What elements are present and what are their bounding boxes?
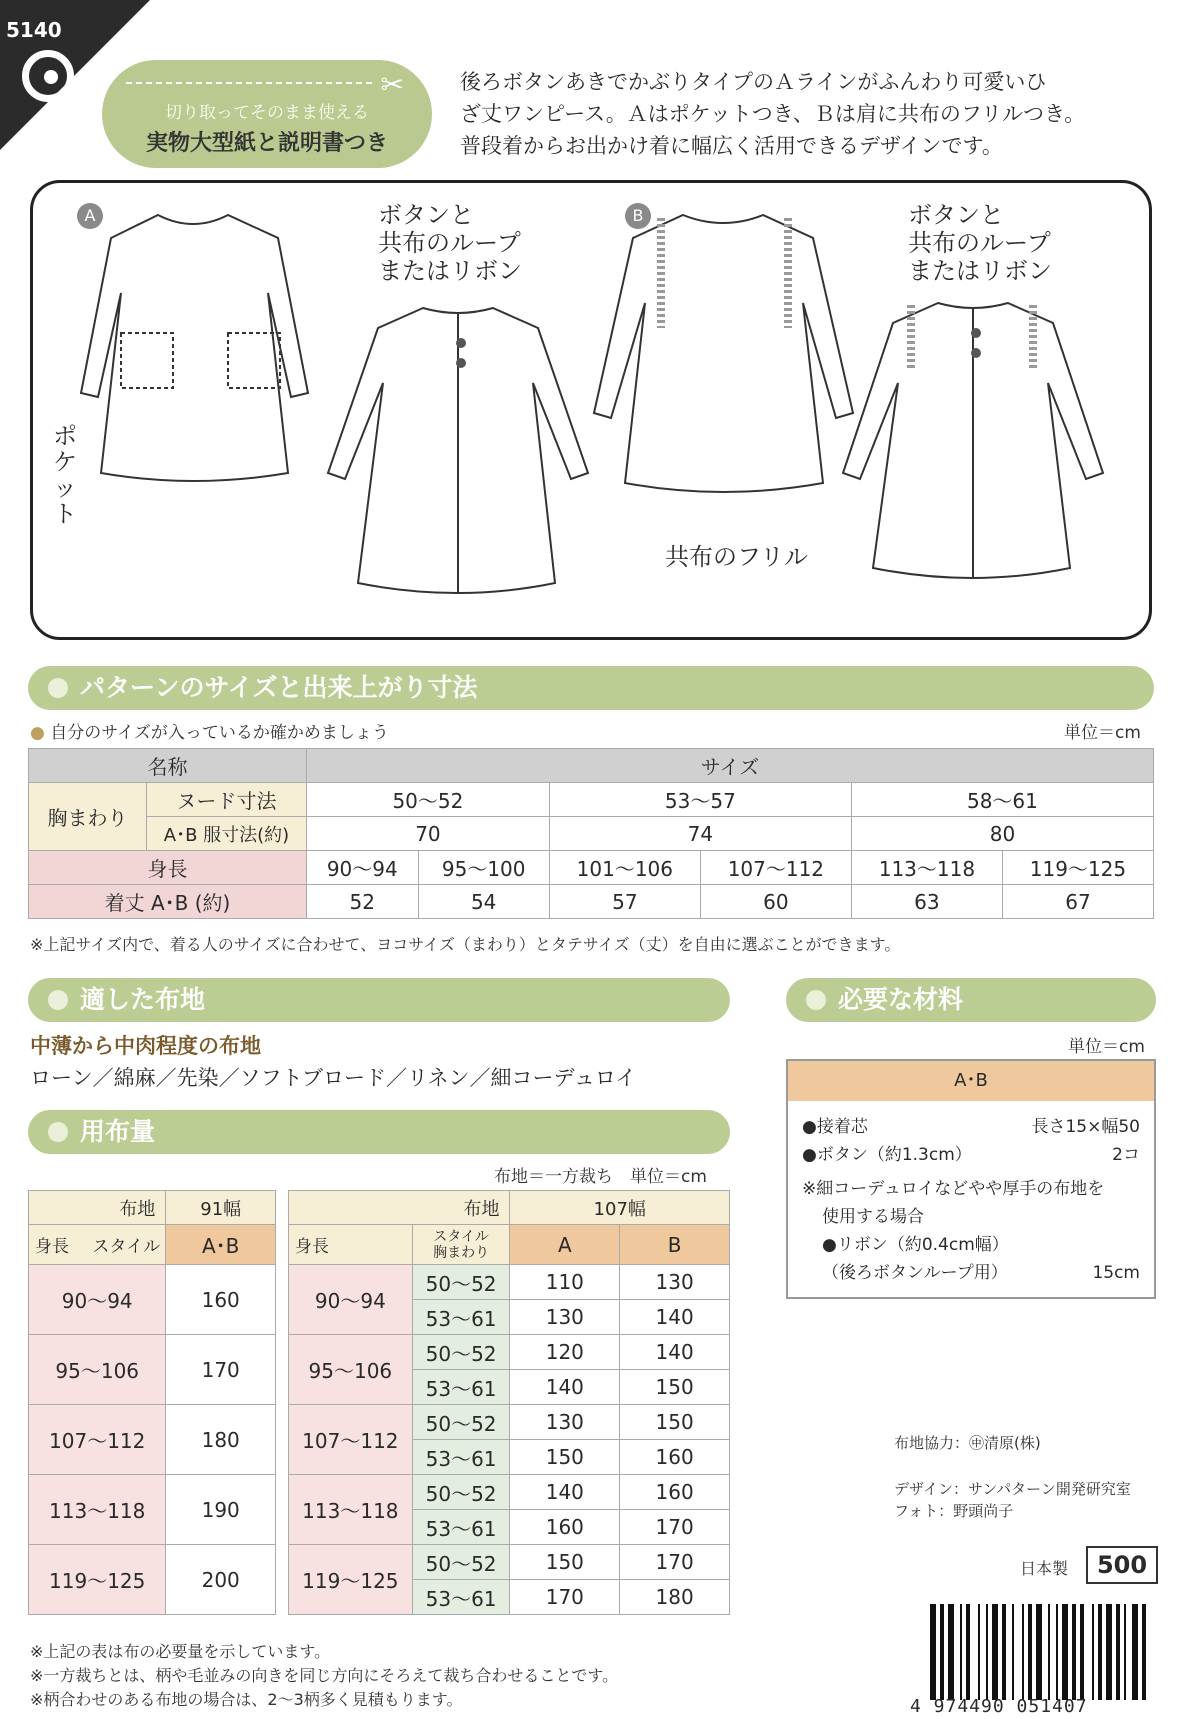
section-title: 必要な材料 xyxy=(838,985,964,1014)
size-unit: 単位＝cm xyxy=(1064,723,1141,743)
frill-label: 共布のフリル xyxy=(665,543,809,571)
t2-b-val: 140 xyxy=(620,1335,730,1370)
garment-val: 70 xyxy=(307,817,550,851)
note-line: ※上記の表は布の必要量を示しています。 xyxy=(30,1642,331,1661)
section-title: 用布量 xyxy=(80,1117,156,1146)
barcode-bar xyxy=(1072,1604,1076,1700)
t2-chest: 50～52 xyxy=(412,1335,510,1370)
barcode-bar xyxy=(960,1604,962,1700)
garment-val: 74 xyxy=(549,817,851,851)
garment-label: A･B 服寸法(約) xyxy=(147,817,307,851)
t1-height: 119～125 xyxy=(29,1545,166,1615)
barcode-bar xyxy=(1056,1604,1058,1700)
button-icon xyxy=(456,358,466,368)
t1-height: 107～112 xyxy=(29,1405,166,1475)
scissors-icon: ✂ xyxy=(380,68,404,101)
label-a: A xyxy=(77,203,103,229)
barcode-bar xyxy=(1080,1604,1084,1700)
barcode-bar xyxy=(1028,1604,1032,1700)
length-val: 52 xyxy=(307,885,419,919)
made-in: 日本製 xyxy=(1020,1559,1069,1578)
yardage-table-91 xyxy=(28,1190,276,1615)
dress-b-front xyxy=(594,215,853,492)
length-val: 54 xyxy=(418,885,549,919)
t2-chest: 53～61 xyxy=(412,1510,510,1545)
t2-height: 119～125 xyxy=(289,1545,413,1615)
barcode-bar xyxy=(1036,1604,1042,1700)
ribbon-label: ●リボン（約0.4cm幅） xyxy=(822,1235,1009,1255)
item-value: 15cm xyxy=(1092,1263,1140,1283)
barcode xyxy=(930,0,1160,1719)
t2-b-val: 160 xyxy=(620,1440,730,1475)
badge-line2: 実物大型紙と説明書つき xyxy=(145,131,388,156)
materials-note1: ※細コーデュロイなどやや厚手の布地を xyxy=(802,1179,1105,1199)
intro-line: 普段着からお出かけ着に幅広く活用できるデザインです。 xyxy=(460,134,1003,158)
item-value: 長さ15×幅50 xyxy=(1031,1117,1140,1137)
length-val: 63 xyxy=(851,885,1002,919)
t2-a-val: 140 xyxy=(510,1370,620,1405)
header-name: 名称 xyxy=(29,749,307,783)
t2-fabric: 布地 xyxy=(289,1191,510,1225)
style-label: スタイル xyxy=(433,1228,489,1245)
t2-chest: 53～61 xyxy=(412,1580,510,1615)
barcode-bar xyxy=(948,1604,954,1700)
t2-b-val: 170 xyxy=(620,1510,730,1545)
nude-val: 58～61 xyxy=(851,783,1153,817)
t1-val: 170 xyxy=(166,1335,276,1405)
item-label: ●ボタン（約1.3cm） xyxy=(802,1145,972,1165)
t2-height: 95～106 xyxy=(289,1335,413,1405)
brand-logo-dot xyxy=(44,70,58,84)
yardage-table-107 xyxy=(288,1190,730,1615)
barcode-bar xyxy=(1092,1604,1094,1700)
t2-b-val: 150 xyxy=(620,1405,730,1440)
label-line: ボタンと xyxy=(378,201,474,229)
bullet-icon xyxy=(48,990,68,1010)
size-footnote: ※上記サイズ内で、着る人のサイズに合わせて、ヨコサイズ（まわり）とタテサイズ（丈）を自由に選ぶことができます。 xyxy=(30,935,901,954)
t2-a-val: 120 xyxy=(510,1335,620,1370)
button-icon xyxy=(456,338,466,348)
height-label: 身長 xyxy=(35,1237,69,1257)
t1-height: 95～106 xyxy=(29,1335,166,1405)
yardage-notes xyxy=(30,1640,618,1712)
height-val: 107～112 xyxy=(700,851,851,885)
label-b: B xyxy=(625,203,651,229)
t1-width: 91幅 xyxy=(166,1191,276,1225)
note-line: ※柄合わせのある布地の場合は、2～3柄多く見積もります。 xyxy=(30,1690,463,1709)
item-value: 2コ xyxy=(1112,1145,1140,1165)
dress-a-front xyxy=(81,215,308,481)
length-val: 57 xyxy=(549,885,700,919)
nude-label: ヌード寸法 xyxy=(147,783,307,817)
chest-label: 胸まわり xyxy=(433,1244,490,1261)
t2-style-chest xyxy=(412,1225,510,1265)
t2-b: B xyxy=(620,1225,730,1265)
nude-val: 50～52 xyxy=(307,783,550,817)
credit-photo: フォト：野頭尚子 xyxy=(894,1502,1014,1520)
t1-height: 113～118 xyxy=(29,1475,166,1545)
section-title: パターンのサイズと出来上がり寸法 xyxy=(80,673,478,702)
t2-b-val: 130 xyxy=(620,1265,730,1300)
t2-chest: 53～61 xyxy=(412,1440,510,1475)
price-box: 500 xyxy=(1086,1546,1158,1584)
t2-b-val: 140 xyxy=(620,1300,730,1335)
t1-val: 190 xyxy=(166,1475,276,1545)
bullet-icon xyxy=(806,990,826,1010)
barcode-number: 4 974490 051407 xyxy=(910,1696,1088,1717)
t2-a-val: 150 xyxy=(510,1440,620,1475)
header-size: サイズ xyxy=(307,749,1154,783)
barcode-bar xyxy=(992,1604,998,1700)
materials-header: A･B xyxy=(788,1061,1154,1101)
t2-height: 90～94 xyxy=(289,1265,413,1335)
height-label: 身長 xyxy=(29,851,307,885)
t2-chest: 50～52 xyxy=(412,1475,510,1510)
label-line: 共布のループ xyxy=(378,229,521,257)
length-val: 60 xyxy=(700,885,851,919)
t2-chest: 50～52 xyxy=(412,1265,510,1300)
barcode-bar xyxy=(930,1604,936,1700)
barcode-bar xyxy=(1002,1604,1006,1700)
fabric-section-header xyxy=(28,978,730,1022)
barcode-bar xyxy=(1098,1604,1102,1700)
label-line: 共布のループ xyxy=(908,229,1051,257)
credit-design: デザイン：サンパターン開発研究室 xyxy=(894,1480,1131,1498)
nude-val: 53～57 xyxy=(549,783,851,817)
button-label-a xyxy=(378,201,522,285)
materials-note2: 使用する場合 xyxy=(822,1207,924,1227)
t2-a-val: 110 xyxy=(510,1265,620,1300)
barcode-bar xyxy=(966,1604,970,1700)
t2-b-val: 170 xyxy=(620,1545,730,1580)
barcode-bar xyxy=(1116,1604,1120,1700)
t1-fabric: 布地 xyxy=(29,1191,166,1225)
fabric-subtitle: 中薄から中肉程度の布地 xyxy=(30,1034,261,1058)
barcode-bar xyxy=(1062,1604,1068,1700)
length-val: 67 xyxy=(1002,885,1153,919)
t1-height: 90～94 xyxy=(29,1265,166,1335)
label-line: またはリボン xyxy=(378,257,522,285)
t2-height: 113～118 xyxy=(289,1475,413,1545)
cut-line xyxy=(126,82,372,84)
barcode-bar xyxy=(940,1604,944,1700)
yardage-section-header xyxy=(28,1110,730,1154)
bullet-icon xyxy=(48,678,68,698)
note-line: ※一方裁ちとは、柄や毛並みの向きを同じ方向にそろえて裁ち合わせることです。 xyxy=(30,1666,619,1685)
label-line: またはリボン xyxy=(908,257,1052,285)
t2-b-val: 180 xyxy=(620,1580,730,1615)
subnote-text: 自分のサイズが入っているか確かめましょう xyxy=(50,723,389,743)
t2-width: 107幅 xyxy=(510,1191,730,1225)
t2-a-val: 160 xyxy=(510,1510,620,1545)
t2-b-val: 150 xyxy=(620,1370,730,1405)
bullet-icon xyxy=(48,1122,68,1142)
bullet-icon: ● xyxy=(30,723,45,743)
t2-a-val: 150 xyxy=(510,1545,620,1580)
barcode-bar xyxy=(1012,1604,1014,1700)
materials-unit: 単位＝cm xyxy=(1068,1037,1145,1057)
length-label: 着丈 A･B (約) xyxy=(29,885,307,919)
barcode-bar xyxy=(1142,1604,1146,1700)
pattern-badge xyxy=(102,60,432,168)
t2-a: A xyxy=(510,1225,620,1265)
barcode-bar xyxy=(978,1604,980,1700)
t2-chest: 53～61 xyxy=(412,1370,510,1405)
pocket-left xyxy=(121,333,173,388)
t2-chest: 50～52 xyxy=(412,1545,510,1580)
barcode-bar xyxy=(1132,1604,1138,1700)
style-label: スタイル xyxy=(92,1237,161,1257)
t1-val: 160 xyxy=(166,1265,276,1335)
barcode-bar xyxy=(1022,1604,1024,1700)
t2-chest: 53～61 xyxy=(412,1300,510,1335)
item-label: ●接着芯 xyxy=(802,1117,868,1137)
height-val: 113～118 xyxy=(851,851,1002,885)
label-line: ボタンと xyxy=(908,201,1004,229)
product-code: 5140 xyxy=(6,18,62,42)
t1-val: 180 xyxy=(166,1405,276,1475)
intro-line: ざ丈ワンピース。Ａはポケットつき、Ｂは肩に共布のフリルつき。 xyxy=(460,102,1086,126)
pocket-label: ポケット xyxy=(53,422,77,528)
intro-line: 後ろボタンあきでかぶりタイプのＡラインがふんわり可愛いひ xyxy=(460,70,1047,94)
t2-chest: 50～52 xyxy=(412,1405,510,1440)
height-val: 119～125 xyxy=(1002,851,1153,885)
t2-height-label: 身長 xyxy=(289,1225,413,1265)
fabric-list: ローン／綿麻／先染／ソフトブロード／リネン／細コーデュロイ xyxy=(30,1066,637,1090)
section-title: 適した布地 xyxy=(80,985,206,1014)
t2-a-val: 170 xyxy=(510,1580,620,1615)
t2-height: 107～112 xyxy=(289,1405,413,1475)
t1-ab: A･B xyxy=(166,1225,276,1265)
credit-fabric: 布地協力：㊥清原(株) xyxy=(894,1434,1041,1452)
pocket-right xyxy=(228,333,280,388)
t2-b-val: 160 xyxy=(620,1475,730,1510)
t1-val: 200 xyxy=(166,1545,276,1615)
t2-a-val: 140 xyxy=(510,1475,620,1510)
height-val: 101～106 xyxy=(549,851,700,885)
barcode-bar xyxy=(1124,1604,1126,1700)
yardage-unit: 布地＝一方裁ち 単位＝cm xyxy=(494,1167,707,1187)
height-val: 95～100 xyxy=(418,851,549,885)
barcode-bar xyxy=(986,1604,988,1700)
garment-val: 80 xyxy=(851,817,1153,851)
height-val: 90～94 xyxy=(307,851,419,885)
t1-style xyxy=(29,1225,166,1265)
item-label: （後ろボタンループ用） xyxy=(822,1263,1008,1283)
t2-a-val: 130 xyxy=(510,1405,620,1440)
chest-label: 胸まわり xyxy=(29,783,147,851)
badge-line1: 切り取ってそのまま使える xyxy=(165,103,369,123)
size-subnote xyxy=(30,718,389,743)
barcode-bar xyxy=(1106,1604,1112,1700)
t2-a-val: 130 xyxy=(510,1300,620,1335)
barcode-bar xyxy=(1048,1604,1050,1700)
